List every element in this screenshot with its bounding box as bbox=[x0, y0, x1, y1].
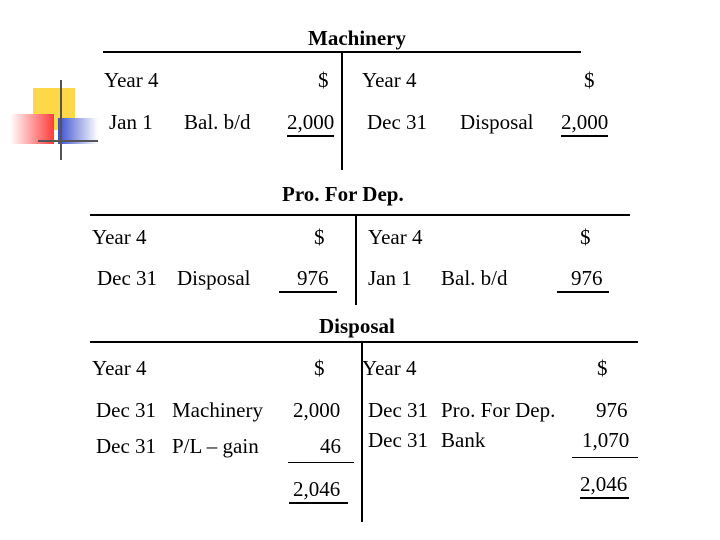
machinery-right-currency: $ bbox=[584, 68, 595, 92]
disposal-right-total: 2,046 bbox=[580, 474, 629, 499]
pro-for-dep-right-currency: $ bbox=[580, 225, 591, 249]
disposal-right-row2-desc: Bank bbox=[441, 428, 486, 452]
machinery-right-date: Dec 31 bbox=[367, 110, 428, 134]
pro-for-dep-top-rule bbox=[90, 214, 630, 216]
pro-for-dep-title: Pro. For Dep. bbox=[282, 182, 404, 206]
disposal-top-rule bbox=[90, 341, 638, 343]
pro-for-dep-right-date: Jan 1 bbox=[368, 266, 412, 290]
pro-for-dep-left-currency: $ bbox=[314, 225, 325, 249]
machinery-title: Machinery bbox=[308, 26, 406, 50]
disposal-title: Disposal bbox=[319, 314, 395, 338]
machinery-left-amount: 2,000 bbox=[287, 112, 334, 137]
pro-for-dep-left-amount: 976 bbox=[279, 268, 337, 293]
disposal-right-row2-date: Dec 31 bbox=[368, 428, 429, 452]
pro-for-dep-left-date: Dec 31 bbox=[97, 266, 158, 290]
disposal-left-subtotal-rule bbox=[288, 462, 354, 463]
disposal-right-subtotal-rule bbox=[572, 457, 638, 458]
disposal-right-row2-amount: 1,070 bbox=[582, 428, 630, 452]
disposal-right-row1-amount: 976 bbox=[596, 398, 628, 422]
machinery-right-period: Year 4 bbox=[362, 68, 417, 92]
disposal-right-row1-date: Dec 31 bbox=[368, 398, 429, 422]
disposal-right-period: Year 4 bbox=[362, 356, 417, 380]
pro-for-dep-left-desc: Disposal bbox=[177, 266, 251, 290]
machinery-left-date: Jan 1 bbox=[109, 110, 153, 134]
pro-for-dep-right-period: Year 4 bbox=[368, 225, 423, 249]
machinery-left-currency: $ bbox=[318, 68, 329, 92]
pro-for-dep-right-amount: 976 bbox=[557, 268, 609, 293]
pro-for-dep-left-period: Year 4 bbox=[92, 225, 147, 249]
disposal-right-row1-desc: Pro. For Dep. bbox=[441, 398, 556, 422]
deco-horizontal-line bbox=[38, 140, 98, 142]
disposal-right-currency: $ bbox=[597, 356, 608, 380]
pro-for-dep-right-desc: Bal. b/d bbox=[441, 266, 508, 290]
disposal-left-period: Year 4 bbox=[92, 356, 147, 380]
disposal-left-row2-desc: P/L – gain bbox=[172, 434, 259, 458]
machinery-left-period: Year 4 bbox=[104, 68, 159, 92]
disposal-left-currency: $ bbox=[314, 356, 325, 380]
machinery-right-desc: Disposal bbox=[460, 110, 534, 134]
machinery-center-rule bbox=[341, 52, 343, 170]
disposal-left-row1-desc: Machinery bbox=[172, 398, 263, 422]
deco-vertical-line bbox=[60, 80, 62, 160]
disposal-left-row2-amount: 46 bbox=[320, 434, 341, 458]
disposal-left-row1-date: Dec 31 bbox=[96, 398, 157, 422]
disposal-left-row2-date: Dec 31 bbox=[96, 434, 157, 458]
machinery-left-desc: Bal. b/d bbox=[184, 110, 251, 134]
disposal-left-row1-amount: 2,000 bbox=[293, 398, 341, 422]
machinery-right-amount: 2,000 bbox=[561, 112, 608, 137]
disposal-left-total: 2,046 bbox=[289, 479, 348, 504]
pro-for-dep-center-rule bbox=[355, 215, 357, 305]
